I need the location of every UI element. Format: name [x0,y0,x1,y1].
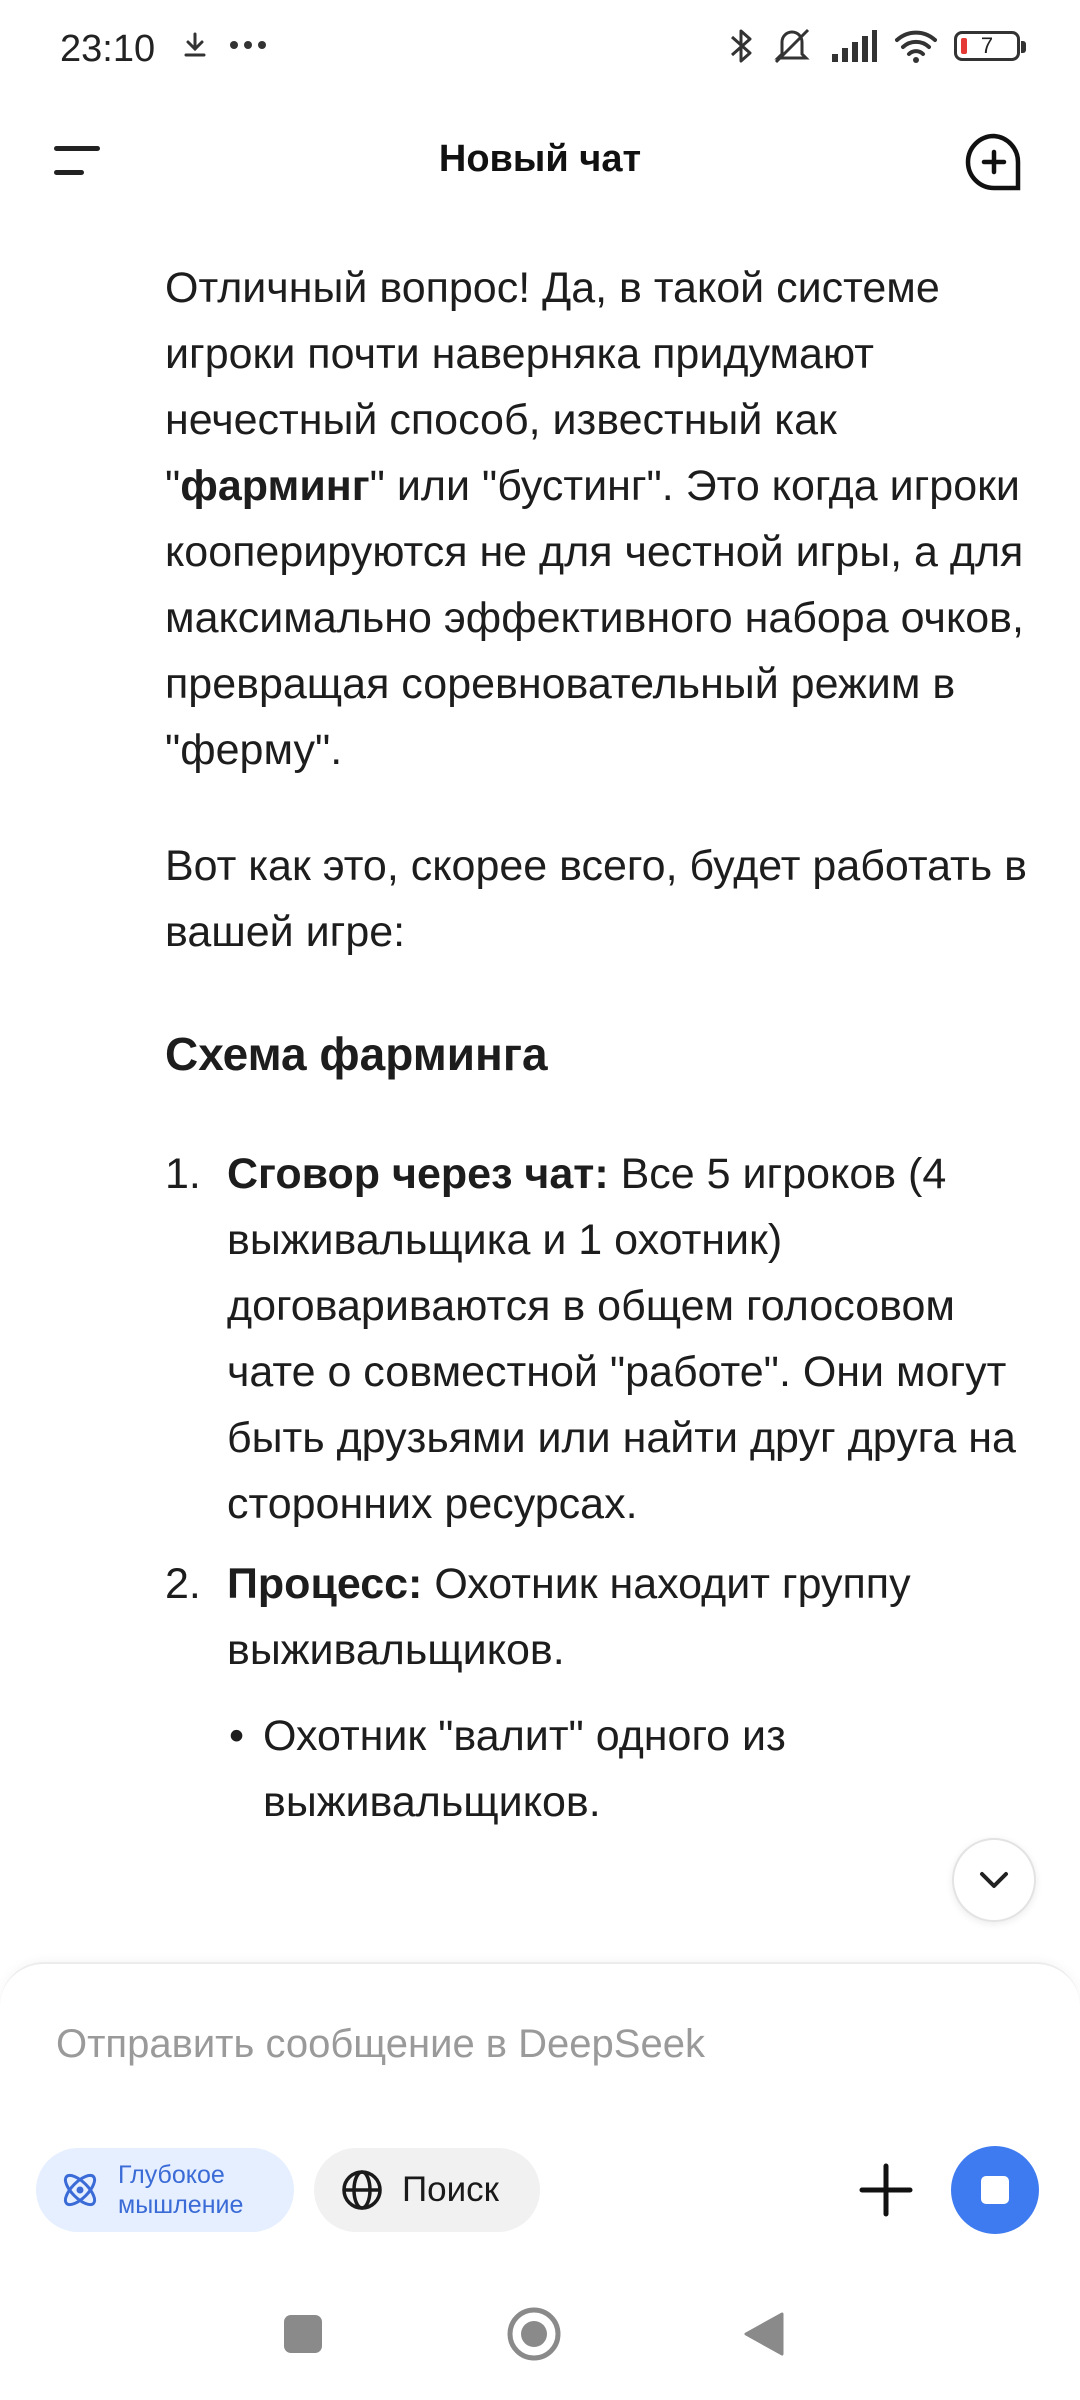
message-composer [0,1962,1080,2264]
bold-term: фарминг [180,462,370,510]
chevron-down-icon [976,1868,1012,1892]
page-title: Новый чат [438,138,642,180]
scroll-to-bottom-button[interactable] [952,1838,1036,1922]
status-time: 23:10 [60,28,156,70]
deep-think-toggle[interactable] [36,2148,294,2232]
wifi-icon [894,28,938,64]
system-nav-bar [0,2262,1080,2400]
download-icon [180,30,210,60]
deep-think-label: Глубокое мышление [118,2161,244,2219]
home-button[interactable] [506,2306,562,2362]
recent-apps-button[interactable] [284,2315,322,2353]
signal-icon [830,28,878,64]
atom-icon [58,2168,102,2212]
list-item: 2. Процесс: Охотник находит группу выживальщиков. • Охотник "валит" одного из выживальщиков. [165,1551,1045,1835]
assistant-message [165,255,1045,1849]
more-dots-icon [228,39,268,51]
search-toggle[interactable] [314,2148,540,2232]
stop-generation-button[interactable] [951,2146,1039,2234]
status-bar [0,0,1080,100]
numbered-list [165,1141,1045,1835]
globe-icon [340,2168,384,2212]
message-paragraph: Вот как это, скорее всего, будет работать в вашей игре: [165,842,1027,956]
search-label: Поиск [402,2170,499,2209]
bluetooth-icon [728,26,754,66]
message-paragraph: Отличный вопрос! Да, в такой системе игроки почти наверняка придумают нечестный способ, известный как "фарминг" или "бустинг". Это когда игроки кооперируются не для честной игры, а для максимально эффективного набора очков, превращая соревновательный режим в "ферму". [165,264,1024,774]
section-heading: Схема фарминга [165,1028,548,1080]
bullet-item: • Охотник "валит" одного из выживальщиков. [227,1703,1045,1835]
mute-icon [770,26,814,66]
attach-plus-icon[interactable] [854,2158,918,2222]
list-item: 1. Сговор через чат: Все 5 игроков (4 выживальщика и 1 охотник) договариваются в общем голосовом чате о совместной "работе". Они могут быть друзьями или найти друг друга на сторонних ресурсах. [165,1150,1016,1528]
message-input[interactable]: Отправить сообщение в DeepSeek [56,2022,705,2066]
battery-indicator: 7 [954,31,1020,61]
new-chat-icon[interactable] [962,130,1026,194]
back-button[interactable] [742,2310,786,2358]
bullet-list [227,1703,1045,1835]
app-bar [0,100,1080,220]
stop-icon [981,2176,1009,2204]
